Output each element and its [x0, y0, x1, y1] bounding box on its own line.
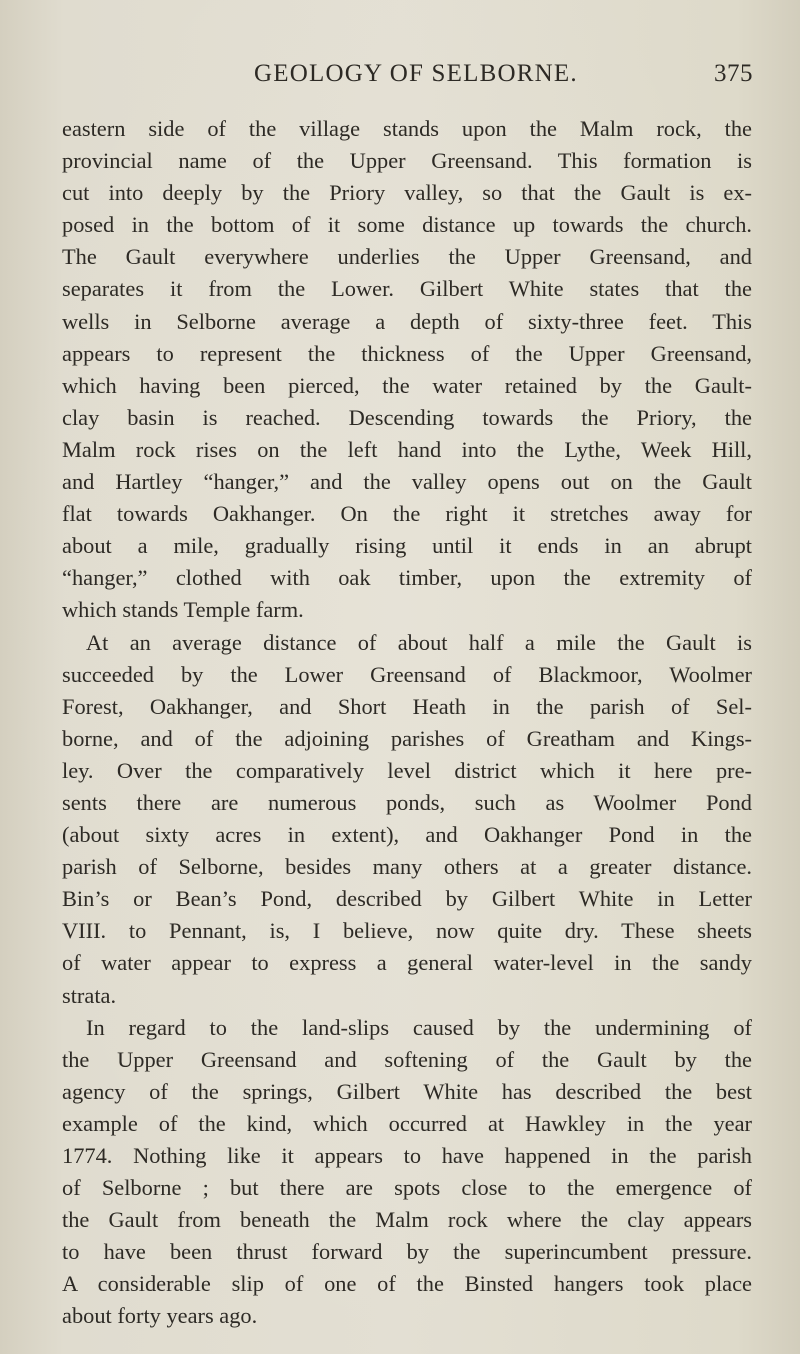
- text-line: provincial name of the Upper Greensand. This formation is: [62, 148, 752, 174]
- text-line: and Hartley “hanger,” and the valley opens out on the Gault: [62, 469, 752, 495]
- text-line: Bin’s or Bean’s Pond, described by Gilbert White in Letter: [62, 886, 752, 912]
- text-line: appears to represent the thickness of the Upper Greensand,: [62, 340, 752, 366]
- text-line: flat towards Oakhanger. On the right it stretches away for: [62, 501, 752, 527]
- text-line: borne, and of the adjoining parishes of Greatham and Kings-: [62, 725, 752, 751]
- text-line: posed in the bottom of it some distance up towards the church.: [62, 212, 752, 238]
- text-line: agency of the springs, Gilbert White has described the best: [62, 1078, 752, 1104]
- text-line: (about sixty acres in extent), and Oakhanger Pond in the: [62, 822, 752, 848]
- running-head: [0, 60, 800, 100]
- text-line: strata.: [62, 982, 117, 1008]
- text-line: A considerable slip of one of the Binsted hangers took place: [62, 1271, 752, 1297]
- text-line: clay basin is reached. Descending towards the Priory, the: [62, 404, 752, 430]
- text-line: The Gault everywhere underlies the Upper Greensand, and: [62, 244, 752, 270]
- text-line: 1774. Nothing like it appears to have happened in the parish: [62, 1143, 752, 1168]
- text-line: which stands Temple farm.: [62, 597, 304, 623]
- running-title: GEOLOGY OF SELBORNE.: [254, 60, 578, 87]
- text-line: wells in Selborne average a depth of sixty-three feet. This: [62, 308, 752, 334]
- text-line: the Upper Greensand and softening of the Gault by the: [62, 1046, 752, 1072]
- text-line: succeeded by the Lower Greensand of Blackmoor, Woolmer: [62, 661, 752, 687]
- text-line: Forest, Oakhanger, and Short Heath in the parish of Sel-: [62, 693, 752, 719]
- page-number: 375: [714, 60, 753, 87]
- text-line: parish of Selborne, besides many others at a greater distance.: [62, 854, 752, 880]
- text-line: VIII. to Pennant, is, I believe, now quite dry. These sheets: [62, 918, 752, 944]
- text-line: At an average distance of about half a mile the Gault is: [86, 629, 752, 655]
- text-line: example of the kind, which occurred at Hawkley in the year: [62, 1110, 752, 1136]
- text-line: of water appear to express a general water-level in the sandy: [62, 950, 752, 976]
- text-line: “hanger,” clothed with oak timber, upon the extremity of: [62, 565, 752, 591]
- body-text: [62, 113, 752, 1333]
- text-line: sents there are numerous ponds, such as Woolmer Pond: [62, 789, 752, 815]
- text-line: In regard to the land-slips caused by the undermining of: [86, 1014, 752, 1040]
- text-line: eastern side of the village stands upon the Malm rock, the: [62, 116, 752, 141]
- text-line: about forty years ago.: [62, 1303, 258, 1329]
- text-line: separates it from the Lower. Gilbert White states that the: [62, 276, 752, 302]
- text-line: which having been pierced, the water retained by the Gault-: [62, 372, 752, 398]
- text-line: about a mile, gradually rising until it ends in an abrupt: [62, 533, 752, 559]
- text-line: of Selborne ; but there are spots close to the emergence of: [62, 1175, 752, 1201]
- text-line: to have been thrust forward by the superincumbent pressure.: [62, 1239, 752, 1265]
- text-line: Malm rock rises on the left hand into the Lythe, Week Hill,: [62, 436, 752, 462]
- text-line: ley. Over the comparatively level district which it here pre-: [62, 757, 752, 783]
- text-line: the Gault from beneath the Malm rock where the clay appears: [62, 1207, 752, 1233]
- text-line: cut into deeply by the Priory valley, so that the Gault is ex-: [62, 180, 752, 206]
